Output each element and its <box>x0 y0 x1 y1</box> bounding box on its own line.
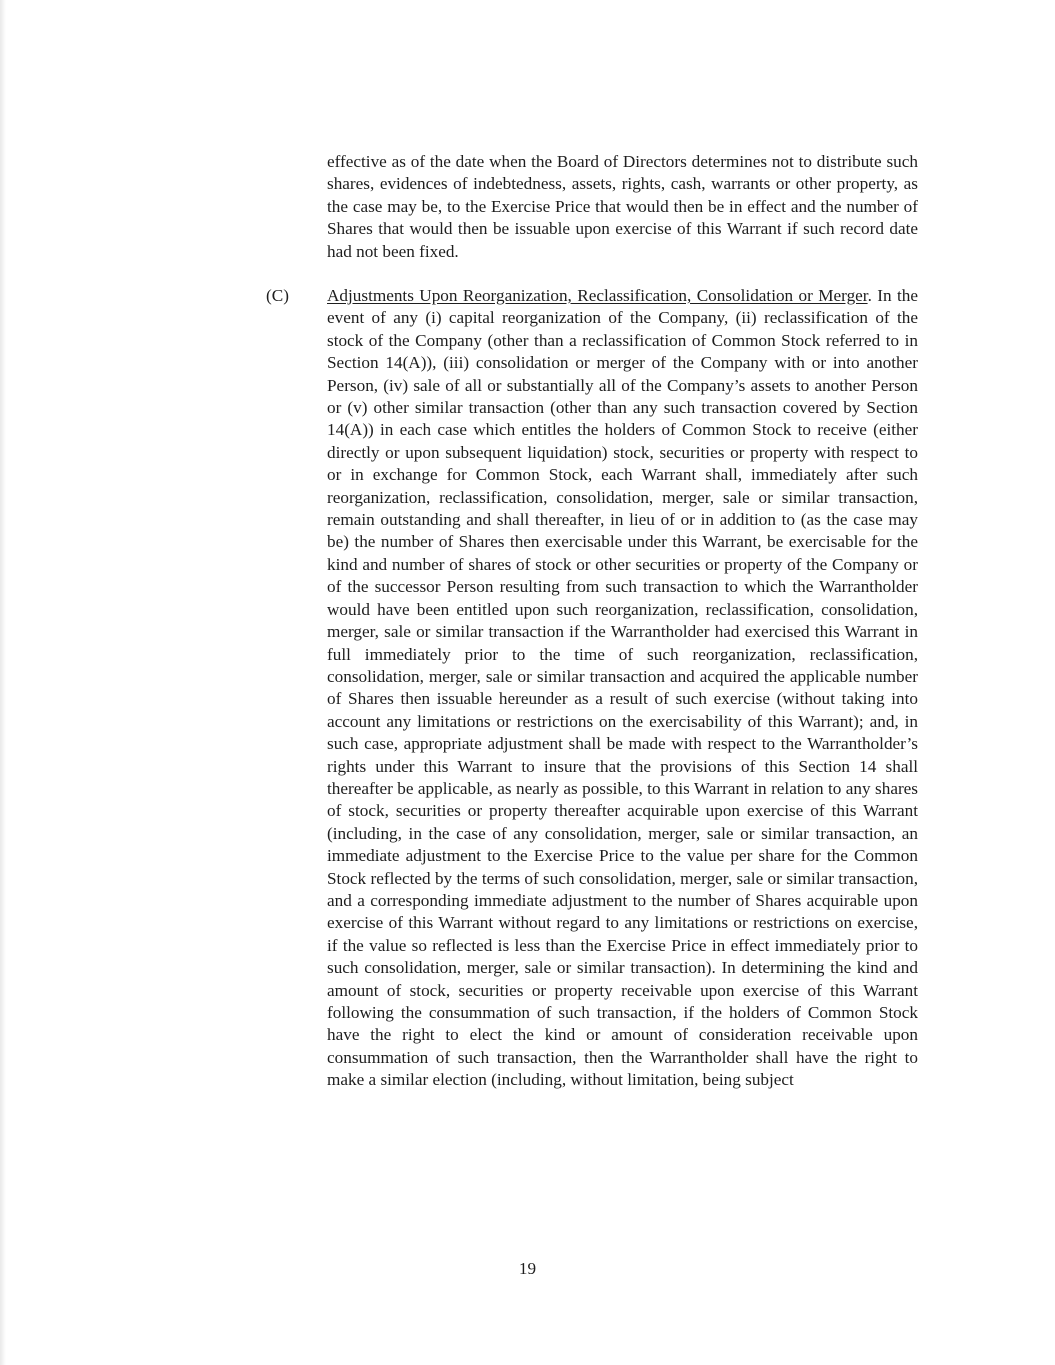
section-c-heading-period: . <box>867 286 872 305</box>
section-c-body: In the event of any (i) capital reorganization of the Company, (ii) reclassification of the stock of the Company (other than a reclassification of Common Stock referred to in Section 14(A)), (iii) consolidation or merger of the Company with or into another Person, (iv) sale of all or substantially all of the Company’s assets to another Person or (v) other similar transaction (other than any such transaction covered by Section 14(A)) in each case which entitles the holders of Common Stock to receive (either directly or upon subsequent liquidation) stock, securities or property with respect to or in exchange for Common Stock, each Warrant shall, immediately after such reorganization, reclassification, consolidation, merger, sale or similar transaction, remain outstanding and shall thereafter, in lieu of or in addition to (as the case may be) the number of Shares then exercisable under this Warrant, be exercisable for the kind and number of shares of stock or other securities or property of the Company or of the successor Person resulting from such transaction to which the Warrantholder would have been entitled upon such reorganization, reclassification, consolidation, merger, sale or similar transaction if the Warrantholder had exercised this Warrant in full immediately prior to the time of such reorganization, reclassification, consolidation, merger, sale or similar transaction and acquired the applicable number of Shares then issuable hereunder as a result of such exercise (without taking into account any limitations or restrictions on the exercisability of this Warrant); and, in such case, appropriate adjustment shall be made with respect to the Warrantholder’s rights under this Warrant to insure that the provisions of this Section 14 shall thereafter be applicable, as nearly as possible, to this Warrant in relation to any shares of stock, securities or property thereafter acquirable upon exercise of this Warrant (including, in the case of any consolidation, merger, sale or similar transaction, an immediate adjustment to the Exercise Price to the value per share for the Common Stock reflected by the terms of such consolidation, merger, sale or similar transaction, and a corresponding immediate adjustment to the number of Shares acquirable upon exercise of this Warrant without regard to any limitations or restrictions on exercise, if the value so reflected is less than the Exercise Price in effect immediately prior to such consolidation, merger, sale or similar transaction). In determining the kind and amount of stock, securities or property receivable upon exercise of this Warrant following the consummation of such transaction, if the holders of Common Stock have the right to elect the kind or amount of consideration receivable upon consummation of such transaction, then the Warrantholder shall have the right to make a similar election (including, without limitation, being subject <box>327 286 918 1090</box>
section-c-heading: Adjustments Upon Reorganization, Reclassification, Consolidation or Merger <box>327 286 868 305</box>
section-c-paragraph <box>327 285 918 1092</box>
intro-paragraph: effective as of the date when the Board of Directors determines not to distribute such shares, evidences of indebtedness, assets, rights, cash, warrants or other property, as the case may be, to the Exercise Price that would then be in effect and the number of Shares that would then be issuable upon exercise of this Warrant if such record date had not been fixed. <box>327 152 918 261</box>
section-c-marker: (C) <box>266 286 289 305</box>
scan-edge-shadow <box>0 0 6 1365</box>
page-number: 19 <box>518 1259 537 1278</box>
